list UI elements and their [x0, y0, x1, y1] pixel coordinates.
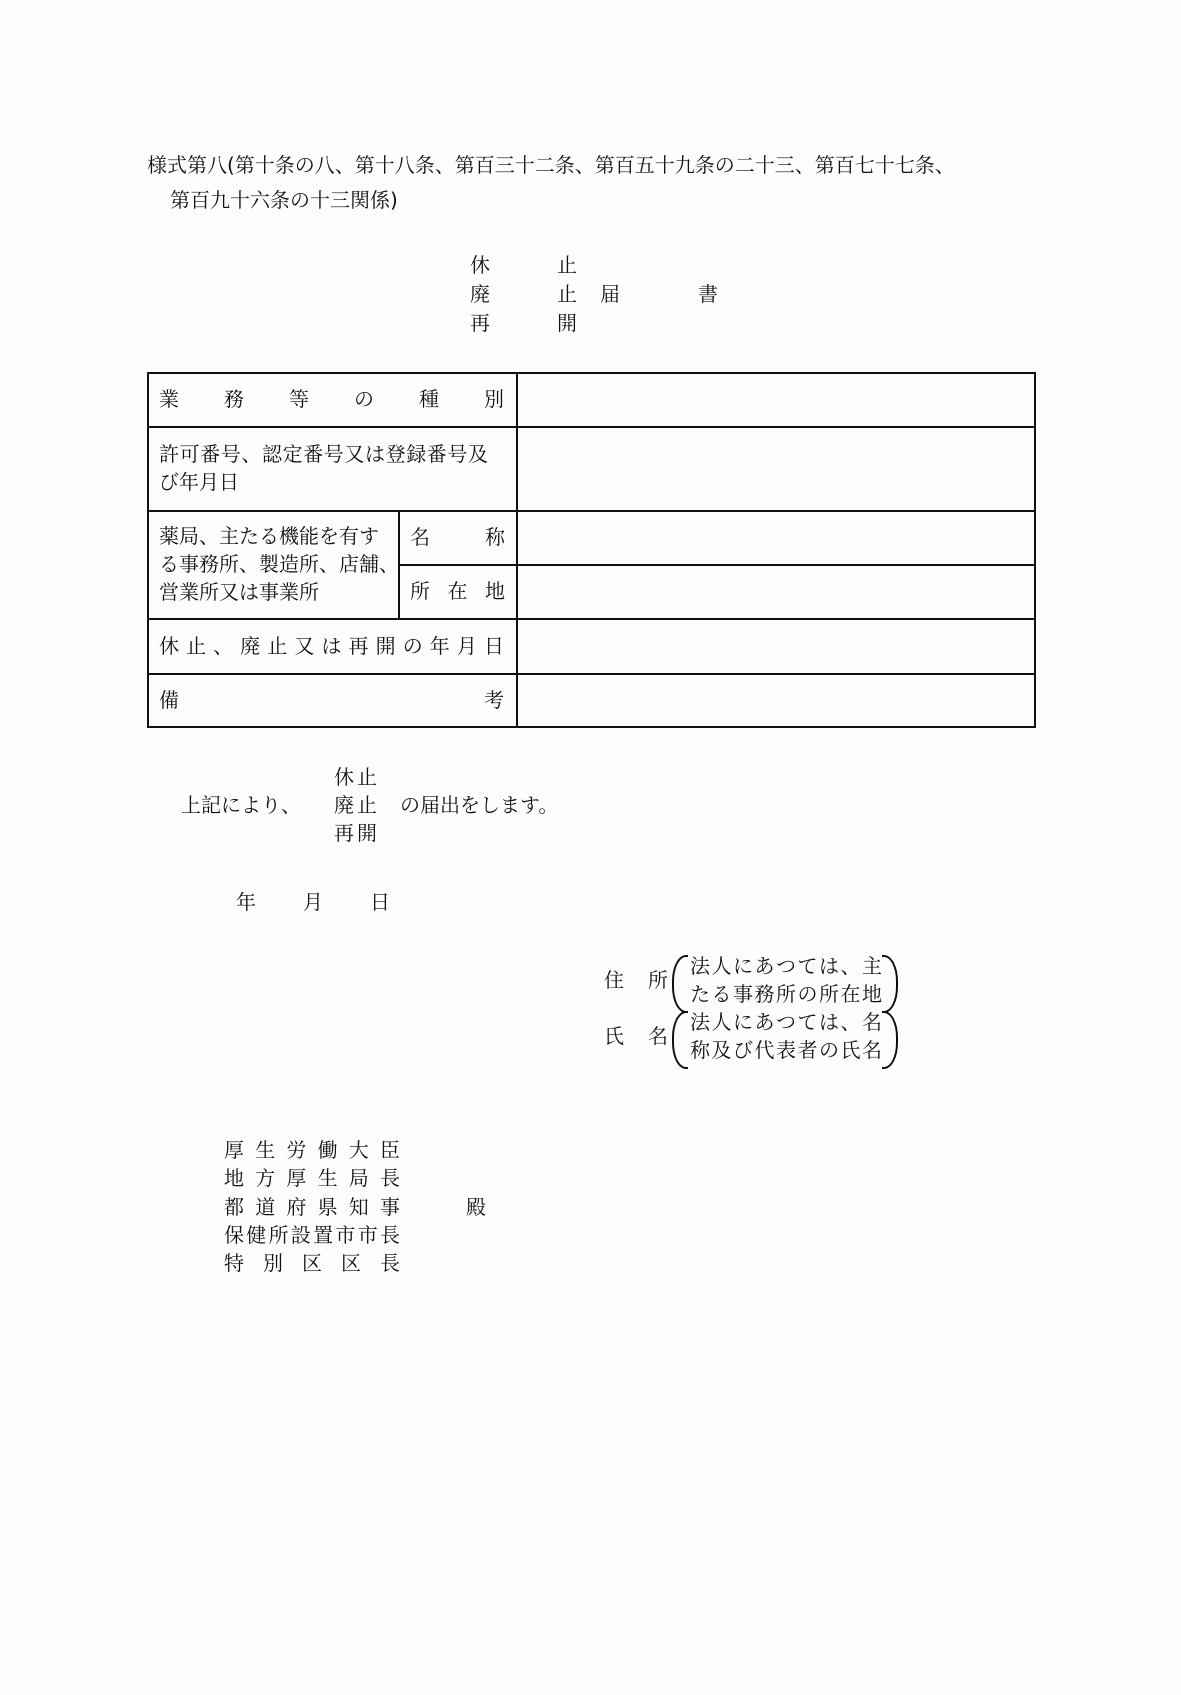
remarks-field[interactable]: [520, 677, 1032, 724]
business-type-field[interactable]: [520, 376, 1032, 424]
title-char: 止: [557, 253, 577, 277]
addressee-char: 特: [224, 1251, 244, 1275]
addressee-char: 生: [255, 1138, 276, 1162]
addressee-char: 長: [380, 1251, 400, 1275]
right-paren-icon: [882, 955, 898, 1013]
addressee-char: 市: [357, 1223, 378, 1247]
label-char: 又: [294, 634, 315, 658]
addressee-char: 道: [255, 1195, 276, 1219]
table-border-top: [147, 372, 1036, 374]
label-char: 称: [485, 525, 505, 549]
label-char: 在: [447, 579, 468, 603]
addressee-char: 大: [348, 1138, 369, 1162]
permit-number-field[interactable]: [520, 430, 1032, 508]
label-char: 別: [484, 387, 504, 411]
addressee-char: 県: [317, 1195, 338, 1219]
addressee-char: 地: [224, 1166, 244, 1190]
label-char: は: [321, 634, 342, 658]
addressee-char: 所: [268, 1223, 289, 1247]
addressee-char: 知: [348, 1195, 369, 1219]
label-char: 備: [159, 688, 179, 712]
title-char: 止: [557, 282, 577, 306]
title-char: 書: [698, 282, 718, 306]
label-business-type: [159, 385, 504, 413]
statement-suffix: の届出をします。: [400, 793, 559, 817]
table-divider: [147, 618, 1036, 620]
form-header-line-2: 第百九十六条の十三関係): [170, 188, 398, 212]
addressee-char: 置: [313, 1223, 334, 1247]
statement-prefix: 上記により、: [181, 793, 301, 817]
label-char: 業: [159, 387, 179, 411]
addressee-char: 別: [263, 1251, 283, 1275]
label-char: の: [354, 387, 374, 411]
title-char: 開: [557, 311, 577, 335]
addressee-char: 府: [286, 1195, 307, 1219]
name-label-char: 名: [648, 1024, 668, 1048]
label-char: の: [402, 634, 423, 658]
addressee-char: 設: [290, 1223, 311, 1247]
form-header-line-1: 様式第八(第十条の八、第十八条、第百三十二条、第百五十九条の二十三、第百七十七条、: [147, 153, 955, 177]
addressee-char: 働: [317, 1138, 338, 1162]
table-column-divider: [516, 372, 518, 728]
label-char: 名: [410, 525, 430, 549]
date-day: 日: [370, 890, 390, 914]
addressee-minister: [224, 1136, 400, 1164]
table-divider: [398, 564, 1036, 566]
addressee-char: 区: [302, 1251, 322, 1275]
addressee-char: 厚: [286, 1166, 307, 1190]
label-char: 廃: [240, 634, 261, 658]
suspension-date-field[interactable]: [520, 622, 1032, 671]
statement-option-abolish: 廃止: [334, 793, 380, 817]
address-note-line1: 法人にあつては、主: [690, 954, 884, 978]
label-char: 所: [410, 579, 430, 603]
address-label-char: 住: [604, 968, 624, 992]
label-char: 月: [456, 634, 477, 658]
label-facility-location: [410, 577, 505, 605]
statement-option-resume: 再開: [334, 821, 380, 845]
label-permit-number-line1: 許可番号、認定番号又は登録番号及: [159, 442, 489, 466]
addressee-regional-bureau: [224, 1164, 400, 1192]
table-border-right: [1034, 372, 1036, 728]
name-note-line2: 称及び代表者の氏名: [690, 1038, 884, 1062]
label-char: 、: [213, 634, 234, 658]
label-char: 日: [483, 634, 504, 658]
label-char: 再: [348, 634, 369, 658]
addressee-char: 都: [224, 1195, 244, 1219]
addressee-char: 区: [341, 1251, 361, 1275]
addressee-health-center-city-mayor: [224, 1221, 400, 1249]
label-char: 種: [419, 387, 439, 411]
addressee-char: 市: [335, 1223, 356, 1247]
label-suspension-date: [159, 632, 504, 660]
address-note-line2: たる事務所の所在地: [690, 982, 884, 1006]
left-paren-icon: [672, 1011, 688, 1069]
table-border-left: [147, 372, 149, 728]
honorific-dono: 殿: [466, 1195, 486, 1219]
table-divider: [147, 673, 1036, 675]
addressee-char: 長: [379, 1166, 400, 1190]
label-facility-line1: 薬局、主たる機能を有す: [159, 524, 379, 548]
title-char: 届: [600, 282, 620, 306]
label-permit-number-line2: び年月日: [159, 470, 239, 494]
addressee-char: 局: [348, 1166, 369, 1190]
addressee-char: 方: [255, 1166, 276, 1190]
table-border-bottom: [147, 726, 1036, 728]
name-note-line1: 法人にあつては、名: [690, 1010, 884, 1034]
addressee-char: 臣: [379, 1138, 400, 1162]
label-char: 等: [289, 387, 309, 411]
label-char: 休: [159, 634, 179, 658]
label-char: 考: [484, 688, 504, 712]
addressee-char: 事: [379, 1195, 400, 1219]
label-char: 務: [224, 387, 244, 411]
addressee-governor: [224, 1193, 400, 1221]
label-facility-line2: る事務所、製造所、店舗、: [159, 552, 399, 576]
label-char: 開: [375, 634, 396, 658]
title-char: 廃: [470, 282, 490, 306]
addressee-char: 長: [379, 1223, 400, 1247]
label-char: 地: [485, 579, 505, 603]
table-divider: [147, 426, 1036, 428]
addressee-char: 労: [286, 1138, 307, 1162]
label-facility-name: [410, 523, 505, 551]
date-month: 月: [303, 890, 323, 914]
label-char: 年: [429, 634, 450, 658]
left-paren-icon: [672, 955, 688, 1013]
statement-option-suspend: 休止: [334, 765, 380, 789]
label-char: 止: [267, 634, 288, 658]
label-char: 止: [186, 634, 207, 658]
label-facility-line3: 営業所又は事業所: [159, 580, 319, 604]
label-remarks: [159, 686, 504, 714]
date-year: 年: [236, 890, 256, 914]
facility-location-field[interactable]: [520, 568, 1032, 616]
addressee-ward-mayor: [224, 1249, 400, 1277]
address-label-char: 所: [648, 968, 668, 992]
addressee-char: 厚: [224, 1138, 244, 1162]
name-label-char: 氏: [604, 1024, 624, 1048]
addressee-char: 健: [246, 1223, 267, 1247]
table-divider: [147, 510, 1036, 512]
right-paren-icon: [882, 1011, 898, 1069]
title-char: 再: [470, 311, 490, 335]
facility-name-field[interactable]: [520, 514, 1032, 562]
addressee-char: 保: [224, 1223, 244, 1247]
addressee-char: 生: [317, 1166, 338, 1190]
title-char: 休: [470, 253, 490, 277]
